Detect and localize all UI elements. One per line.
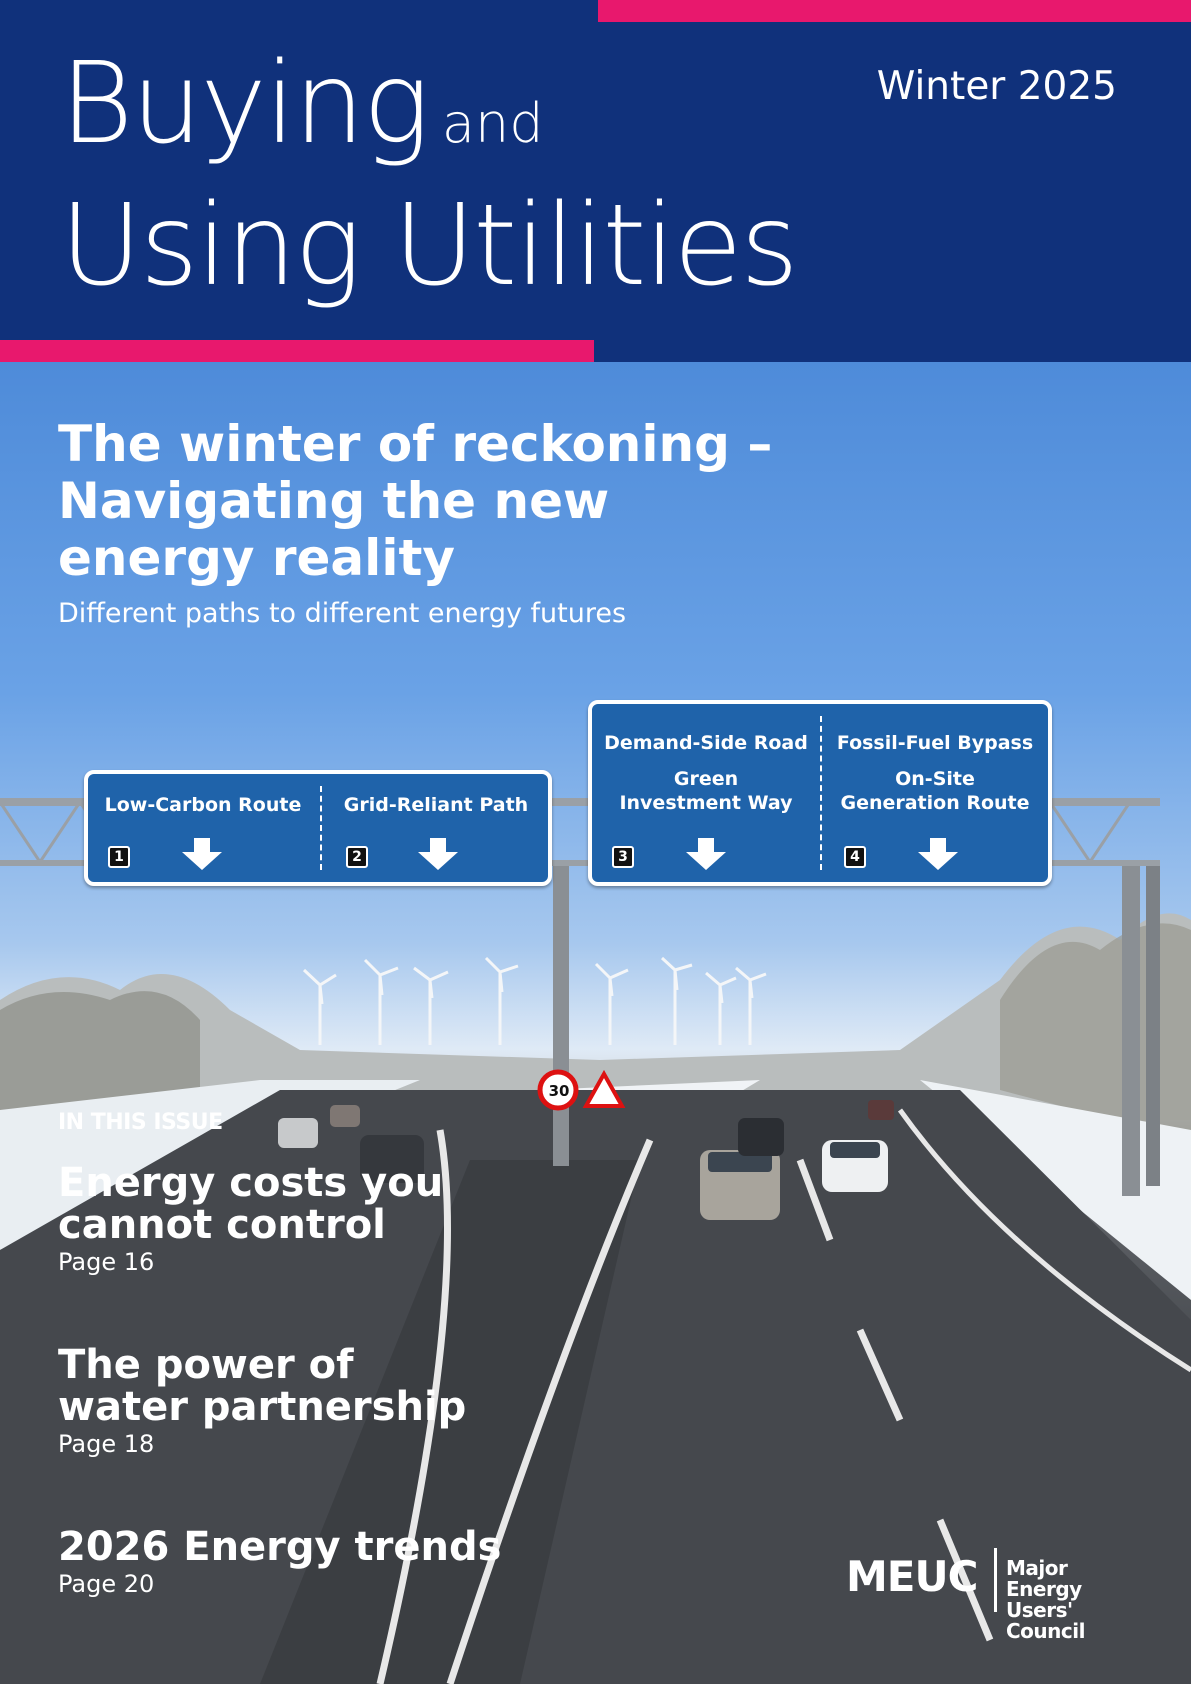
route-2-number: 2 [346,846,368,868]
contents-item-title [58,1526,501,1568]
cover-headline: The winter of reckoning – Navigating the new energy reality [58,415,773,587]
contents-item-page: Page 20 [58,1570,155,1598]
logo-mark: MEUC [846,1552,978,1601]
route-3-label-line2: Investment Way [619,792,793,814]
title-word-and: and [441,92,544,155]
contents-item-title-line1: The power of [58,1342,354,1388]
cover-subheadline: Different paths to different energy futures [58,598,627,629]
contents-item-title-line1: 2026 Energy trends [58,1524,502,1570]
in-this-issue-heading: IN THIS ISSUE [58,1110,223,1135]
meuc-logo[interactable] [846,1548,1146,1643]
route-1-label: Low-Carbon Route [104,794,302,816]
down-arrow-icon [684,838,728,870]
road-sign-left [84,770,552,886]
contents-item-title-line1: Energy costs you [58,1160,444,1206]
logo-name-line1: Major Energy [1006,1556,1082,1601]
contents-item-title-line2: cannot control [58,1202,386,1248]
logo-name-line2: Users' Council [1006,1598,1085,1643]
wind-turbines [304,958,766,1045]
magazine-title-line1 [60,39,544,169]
down-arrow-icon [916,838,960,870]
route-2 [324,794,548,816]
route-3-top-label: Demand-Side Road [604,732,808,754]
route-4-top-label: Fossil-Fuel Bypass [836,732,1034,754]
route-3-number: 3 [612,846,634,868]
route-1-number: 1 [108,846,130,868]
route-4-number: 4 [844,846,866,868]
route-4 [822,732,1048,814]
contents-item-title [58,1344,466,1428]
route-2-label: Grid-Reliant Path [343,794,529,816]
contents-item-page: Page 16 [58,1248,155,1276]
contents-item-title-line2: water partnership [58,1384,467,1430]
accent-bar-bottom [0,340,594,362]
title-word-buying: Buying [60,39,428,169]
down-arrow-icon [180,838,224,870]
masthead [0,0,1191,362]
route-3 [592,732,820,814]
route-4-label-line2: Generation Route [840,792,1030,814]
contents-item-page: Page 18 [58,1430,155,1458]
logo-divider [994,1548,997,1612]
sign-divider [320,786,322,870]
route-4-label-line1: On-Site [895,768,975,790]
contents-item[interactable] [58,1162,443,1278]
route-1 [88,794,318,816]
road-sign-right [588,700,1052,886]
contents-item[interactable] [58,1344,466,1460]
magazine-title-line2: Using Utilities [60,181,797,311]
contents-item[interactable] [58,1526,501,1600]
issue-date: Winter 2025 [876,64,1117,109]
logo-name [1006,1558,1146,1642]
contents-item-title [58,1162,443,1246]
speed-limit-sign: 30 [548,1082,570,1100]
down-arrow-icon [416,838,460,870]
accent-bar-top [598,0,1191,22]
route-3-label-line1: Green [673,768,739,790]
